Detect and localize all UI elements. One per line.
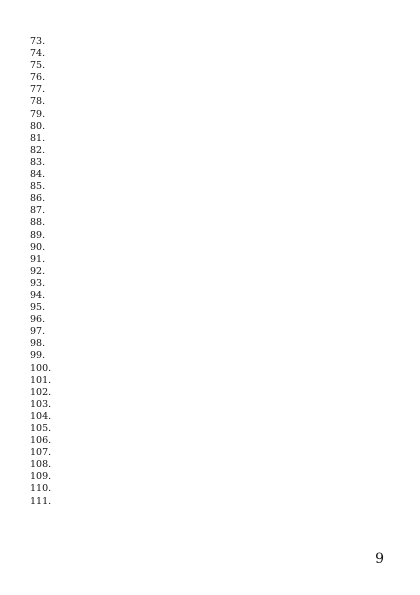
list-item <box>30 314 390 326</box>
list-item <box>30 447 390 459</box>
list-item <box>30 471 390 483</box>
numbered-list <box>30 36 390 508</box>
list-item <box>30 72 390 84</box>
list-item-number: 95. <box>30 302 46 314</box>
list-item <box>30 411 390 423</box>
list-item-number: 104. <box>30 410 52 422</box>
list-item <box>30 157 390 169</box>
list-item <box>30 290 390 302</box>
list-item <box>30 121 390 133</box>
list-item-number: 76. <box>30 72 46 84</box>
list-item <box>30 36 390 48</box>
list-item-number: 74. <box>30 48 46 60</box>
list-item-number: 90. <box>30 241 46 253</box>
list-item <box>30 496 390 508</box>
list-item <box>30 48 390 60</box>
list-item-number: 85. <box>30 181 46 193</box>
list-item <box>30 375 390 387</box>
list-item-number: 105. <box>30 423 52 434</box>
list-item-number: 97. <box>30 326 46 338</box>
list-item-number: 106. <box>30 435 52 447</box>
list-item <box>30 193 390 205</box>
list-item-number: 77. <box>30 84 46 96</box>
list-item <box>30 399 390 411</box>
list-item <box>30 326 390 338</box>
list-item <box>30 338 390 350</box>
list-item-number: 80. <box>30 120 46 132</box>
list-item-number: 103. <box>30 398 52 410</box>
page-number: 9 <box>375 551 384 567</box>
list-item <box>30 302 390 314</box>
list-item-number: 99. <box>30 350 46 362</box>
list-item-number: 100. <box>30 362 52 374</box>
list-item-number: 79. <box>30 108 46 120</box>
list-item <box>30 387 390 399</box>
list-item-number: 82. <box>30 144 46 156</box>
list-item <box>30 133 390 145</box>
list-item-number: 111. <box>30 495 52 507</box>
list-item <box>30 483 390 495</box>
list-item <box>30 217 390 229</box>
list-item-number: 91. <box>30 253 46 265</box>
list-item-number: 93. <box>30 277 46 289</box>
list-item <box>30 459 390 471</box>
list-item-number: 108. <box>30 459 52 471</box>
list-item <box>30 181 390 193</box>
list-item-number: 78. <box>30 96 46 108</box>
list-item <box>30 96 390 108</box>
list-item-number: 88. <box>30 217 46 229</box>
list-item <box>30 109 390 121</box>
list-item-number: 109. <box>30 471 52 483</box>
list-item-number: 81. <box>30 132 46 144</box>
list-item-number: 86. <box>30 193 46 205</box>
list-item <box>30 266 390 278</box>
list-item-number: 94. <box>30 289 46 301</box>
list-item <box>30 435 390 447</box>
list-item <box>30 350 390 362</box>
list-item <box>30 205 390 217</box>
list-item-number: 84. <box>30 169 46 181</box>
list-item <box>30 145 390 157</box>
list-item <box>30 242 390 254</box>
list-item-number: 107. <box>30 447 52 459</box>
list-item-number: 83. <box>30 156 46 168</box>
list-item <box>30 423 390 435</box>
list-item <box>30 278 390 290</box>
list-item-number: 92. <box>30 265 46 277</box>
list-item-number: 96. <box>30 314 46 326</box>
list-item-number: 89. <box>30 229 46 241</box>
list-item-number: 98. <box>30 338 46 350</box>
list-item <box>30 60 390 72</box>
list-item <box>30 254 390 266</box>
list-item <box>30 169 390 181</box>
list-item-number: 101. <box>30 374 52 386</box>
list-item <box>30 363 390 375</box>
list-item <box>30 84 390 96</box>
list-item-number: 110. <box>30 483 52 495</box>
list-item-number: 87. <box>30 205 46 217</box>
list-item-number: 75. <box>30 60 46 72</box>
list-item-number: 102. <box>30 386 52 398</box>
list-item-number: 73. <box>30 36 46 47</box>
list-item <box>30 230 390 242</box>
